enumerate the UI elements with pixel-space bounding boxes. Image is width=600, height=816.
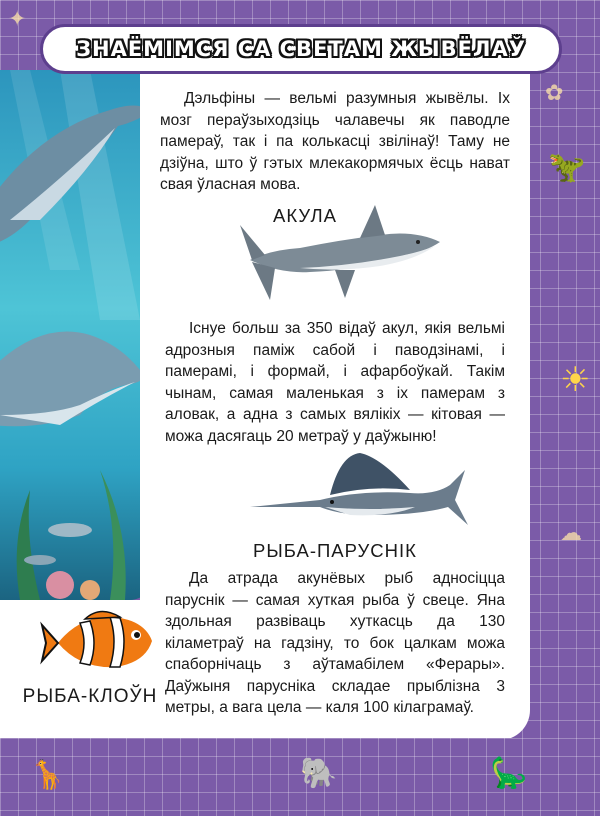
clownfish-label: РЫБА-КЛОЎН bbox=[22, 686, 158, 707]
doodle-giraffe-icon: 🦒 bbox=[30, 759, 65, 790]
doodle-elephant-icon: 🐘 bbox=[300, 757, 338, 790]
doodle-dinosaur-icon: 🦕 bbox=[490, 757, 528, 790]
bottom-border bbox=[0, 738, 600, 816]
doodle-star-icon: ✦ bbox=[8, 6, 27, 31]
sailfish-illustration bbox=[250, 445, 470, 535]
title-banner bbox=[40, 24, 562, 74]
shark-illustration bbox=[240, 200, 450, 310]
dolphin-illustration bbox=[0, 70, 155, 600]
doodle-dinosaur-icon: 🦖 bbox=[548, 151, 586, 184]
intro-paragraph: Дэльфіны — вельмі разумныя жывёлы. Іх мозг пераўзыходзіць чалавечы як паводле памераў, так і па колькасці звілінаў! Таму не дзіўна, што ў гэтых млекакормячых ёсць нават свая ўласная мова. bbox=[160, 90, 510, 193]
page-title: ЗНАЁМІМСЯ СА СВЕТАМ ЖЫВЁЛАЎ bbox=[76, 37, 526, 61]
shark-heading: АКУЛА bbox=[273, 205, 337, 226]
shark-paragraph: Існуе больш за 350 відаў акул, якія вельмі адрозныя паміж сабой і паводзінамі, і памерамі, і формай, і афарбоўкай. Такім чынам, самая маленькая з іх памерам з аловак, а адна з самых вялікіх — кітовая — можа дасягаць 20 метраў у даўжыню! bbox=[165, 320, 505, 445]
doodle-cloud-icon: ☁ bbox=[560, 520, 582, 545]
sailfish-heading: РЫБА-ПАРУСНІК bbox=[253, 540, 417, 561]
doodle-sun-icon: ☀ bbox=[560, 361, 591, 399]
doodle-flower-icon: ✿ bbox=[545, 80, 564, 105]
clownfish-illustration bbox=[40, 605, 160, 675]
sailfish-paragraph: Да атрада акунёвых рыб адносіцца паруснік — самая хуткая рыба ў свеце. Яна здольная развіваць хуткасць да 130 кіламетраў на гадзіну, то бок цалкам можа спаборнічаць з аўтамабілем «Ферары». Даўжыня парусніка складае прыблізна 3 метры, а вага цела — каля 100 кілаграмаў. bbox=[165, 570, 505, 716]
